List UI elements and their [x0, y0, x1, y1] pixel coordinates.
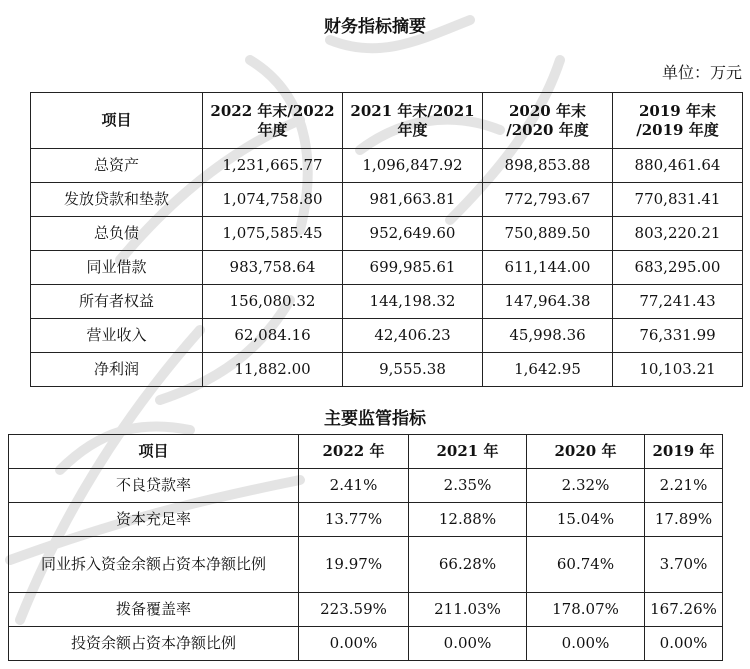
header-cell: 2022 年 — [299, 435, 409, 469]
cell-value: 3.70% — [645, 537, 723, 593]
cell-value: 76,331.99 — [613, 319, 743, 353]
cell-value: 981,663.81 — [343, 183, 483, 217]
cell-value: 770,831.41 — [613, 183, 743, 217]
cell-value: 13.77% — [299, 503, 409, 537]
cell-value: 156,080.32 — [203, 285, 343, 319]
header-cell: 2021 年末/2021 年度 — [343, 93, 483, 149]
cell-value: 0.00% — [409, 627, 527, 661]
cell-value: 66.28% — [409, 537, 527, 593]
table-header-row — [31, 93, 743, 149]
header-cell: 2021 年 — [409, 435, 527, 469]
table-row — [9, 469, 723, 503]
header-cell: 2019 年 — [645, 435, 723, 469]
table-row — [9, 627, 723, 661]
cell-value: 1,074,758.80 — [203, 183, 343, 217]
financial-summary-table — [30, 92, 743, 387]
row-label: 总资产 — [31, 149, 203, 183]
cell-value: 45,998.36 — [483, 319, 613, 353]
cell-value: 178.07% — [527, 593, 645, 627]
cell-value: 1,096,847.92 — [343, 149, 483, 183]
regulatory-indicators-table — [8, 434, 723, 661]
financial-summary-title: 财务指标摘要 — [324, 17, 426, 37]
row-label: 不良贷款率 — [9, 469, 299, 503]
cell-value: 1,642.95 — [483, 353, 613, 387]
table-row — [31, 149, 743, 183]
cell-value: 2.41% — [299, 469, 409, 503]
cell-value: 10,103.21 — [613, 353, 743, 387]
cell-value: 983,758.64 — [203, 251, 343, 285]
table-header-row — [9, 435, 723, 469]
cell-value: 1,075,585.45 — [203, 217, 343, 251]
cell-value: 699,985.61 — [343, 251, 483, 285]
cell-value: 17.89% — [645, 503, 723, 537]
row-label: 投资余额占资本净额比例 — [9, 627, 299, 661]
cell-value: 0.00% — [645, 627, 723, 661]
cell-value: 62,084.16 — [203, 319, 343, 353]
cell-value: 880,461.64 — [613, 149, 743, 183]
cell-value: 611,144.00 — [483, 251, 613, 285]
cell-value: 803,220.21 — [613, 217, 743, 251]
cell-value: 2.21% — [645, 469, 723, 503]
table-row — [9, 503, 723, 537]
table-row — [9, 593, 723, 627]
header-cell: 2020 年末 /2020 年度 — [483, 93, 613, 149]
row-label: 总负债 — [31, 217, 203, 251]
cell-value: 0.00% — [527, 627, 645, 661]
cell-value: 952,649.60 — [343, 217, 483, 251]
cell-value: 9,555.38 — [343, 353, 483, 387]
cell-value: 2.35% — [409, 469, 527, 503]
row-label: 资本充足率 — [9, 503, 299, 537]
cell-value: 12.88% — [409, 503, 527, 537]
row-label: 同业借款 — [31, 251, 203, 285]
table-row — [31, 353, 743, 387]
cell-value: 2.32% — [527, 469, 645, 503]
table-row — [31, 285, 743, 319]
table-row — [31, 183, 743, 217]
cell-value: 898,853.88 — [483, 149, 613, 183]
cell-value: 19.97% — [299, 537, 409, 593]
cell-value: 15.04% — [527, 503, 645, 537]
header-cell: 项目 — [31, 93, 203, 149]
table-row — [31, 319, 743, 353]
table-row — [31, 251, 743, 285]
header-cell: 项目 — [9, 435, 299, 469]
cell-value: 223.59% — [299, 593, 409, 627]
cell-value: 750,889.50 — [483, 217, 613, 251]
row-label: 营业收入 — [31, 319, 203, 353]
cell-value: 167.26% — [645, 593, 723, 627]
cell-value: 1,231,665.77 — [203, 149, 343, 183]
cell-value: 60.74% — [527, 537, 645, 593]
cell-value: 144,198.32 — [343, 285, 483, 319]
cell-value: 147,964.38 — [483, 285, 613, 319]
unit-label: 单位：万元 — [661, 63, 742, 82]
cell-value: 11,882.00 — [203, 353, 343, 387]
header-cell: 2022 年末/2022 年度 — [203, 93, 343, 149]
cell-value: 77,241.43 — [613, 285, 743, 319]
cell-value: 0.00% — [299, 627, 409, 661]
row-label: 发放贷款和垫款 — [31, 183, 203, 217]
row-label: 同业拆入资金余额占资本净额比例 — [9, 537, 299, 593]
cell-value: 683,295.00 — [613, 251, 743, 285]
table-row — [9, 537, 723, 593]
header-cell: 2019 年末 /2019 年度 — [613, 93, 743, 149]
cell-value: 772,793.67 — [483, 183, 613, 217]
row-label: 净利润 — [31, 353, 203, 387]
cell-value: 42,406.23 — [343, 319, 483, 353]
row-label: 所有者权益 — [31, 285, 203, 319]
header-cell: 2020 年 — [527, 435, 645, 469]
regulatory-indicators-title: 主要监管指标 — [324, 409, 426, 429]
row-label: 拨备覆盖率 — [9, 593, 299, 627]
table-row — [31, 217, 743, 251]
cell-value: 211.03% — [409, 593, 527, 627]
